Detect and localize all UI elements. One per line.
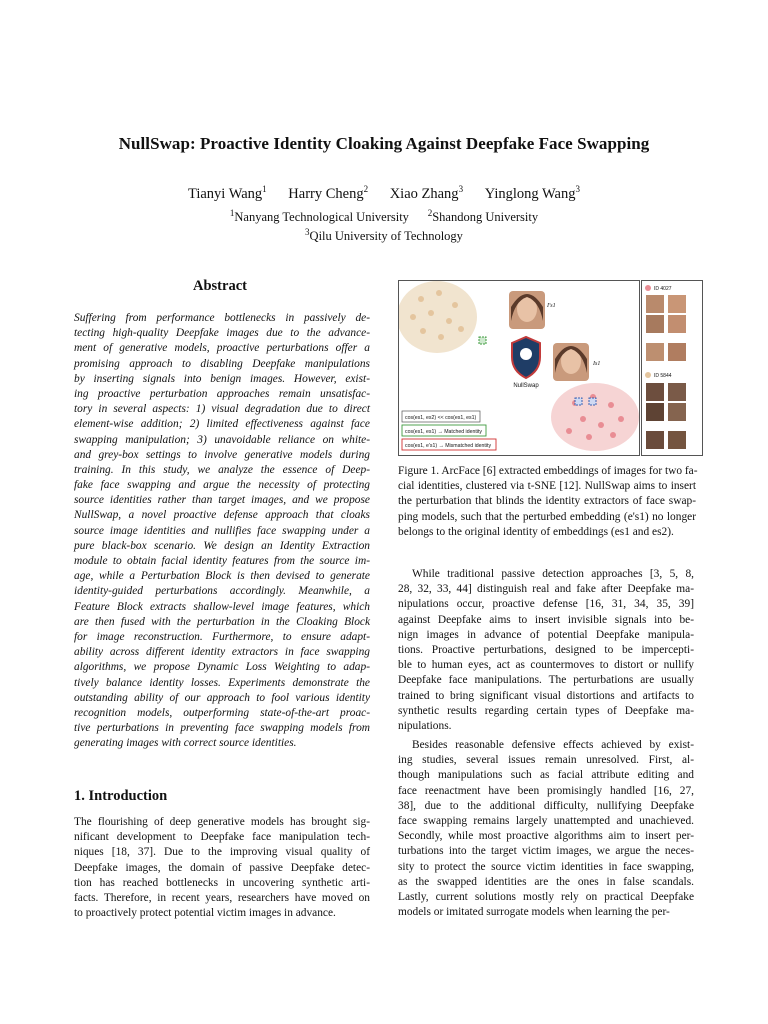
text-line: training. In this study, we analyze the essence of Deep- bbox=[74, 463, 370, 476]
author-name: Xiao Zhang bbox=[389, 185, 459, 202]
author-sup: 3 bbox=[458, 184, 464, 194]
right-column-paragraph-2 bbox=[398, 738, 694, 920]
nullswap-shield-icon bbox=[512, 337, 540, 378]
source-embedding-marker bbox=[575, 398, 582, 405]
pink-point bbox=[618, 416, 624, 422]
text-line: though manipulations such as facial attribute editing and bbox=[398, 769, 694, 782]
affil-name: Shandong University bbox=[432, 210, 539, 225]
text-line: The flourishing of deep generative models has brought sig- bbox=[74, 816, 370, 828]
introduction-heading: 1. Introduction bbox=[74, 788, 168, 804]
text-line: Figure 1. ArcFace [6] extracted embeddings of images for two fa- bbox=[398, 465, 698, 477]
id-label-2: ID 5844 bbox=[654, 373, 672, 379]
legend-text-3: cos(es1, e's1) → Mismatched identity bbox=[405, 443, 492, 449]
protected-face-image bbox=[509, 291, 545, 329]
text-line: Suffering from performance bottlenecks in passively de- bbox=[74, 312, 370, 324]
face-thumb bbox=[646, 403, 664, 421]
text-line: tecting high-quality Deepfake images due to the advance- bbox=[74, 327, 370, 340]
text-line: pure black-box scenario. We design an Identity Extraction bbox=[74, 539, 370, 552]
text-line: facts. Therefore, in recent years, researchers have moved on bbox=[74, 891, 370, 904]
text-line: ability across different identity extractors in face swapping bbox=[74, 646, 370, 659]
affil-name: Qilu University of Technology bbox=[309, 229, 463, 244]
text-line: nipulations. bbox=[398, 719, 452, 732]
nullswap-label: NullSwap bbox=[513, 383, 539, 389]
text-line: Secondly, while most proactive algorithms aim to insert per- bbox=[398, 830, 694, 843]
face-thumb bbox=[646, 315, 664, 333]
beige-point bbox=[420, 328, 426, 334]
pink-point bbox=[610, 432, 616, 438]
affil-sup: 3 bbox=[305, 227, 310, 237]
author bbox=[485, 186, 580, 202]
face-thumb bbox=[668, 383, 686, 401]
face-thumb bbox=[668, 343, 686, 361]
affil-name: Nanyang Technological University bbox=[234, 210, 409, 225]
text-line: Besides reasonable defensive effects achieved by exist- bbox=[412, 739, 694, 751]
figure-identity-gallery bbox=[641, 280, 703, 456]
text-line: tory in several aspects: 1) visual degradation due to direct bbox=[74, 403, 370, 416]
author-name: Tianyi Wang bbox=[187, 185, 263, 202]
figure-1 bbox=[398, 280, 768, 456]
text-line: models or imitated surrogate models when learning the per- bbox=[398, 906, 670, 919]
face-thumb bbox=[646, 431, 664, 449]
text-line: identity-guided perturbations accordingly. Meanwhile, a bbox=[74, 585, 370, 598]
beige-point bbox=[446, 318, 452, 324]
author-sup: 1 bbox=[262, 184, 267, 194]
text-line: algorithms, we propose Dynamic Loss Weighting to adap- bbox=[74, 661, 370, 674]
text-line: to proactively protect potential victim images in advance. bbox=[74, 907, 336, 920]
pink-point bbox=[580, 416, 586, 422]
affil-sup: 2 bbox=[427, 208, 433, 218]
text-line: tions. Proactive perturbations, designed to be impercepti- bbox=[398, 643, 694, 656]
text-line: Deepfake images, the domain of passive Deepfake detec- bbox=[74, 861, 370, 874]
text-line: are then fused with the perturbation in the Cloaking Block bbox=[74, 615, 370, 628]
text-line: 28, 32, 33, 44] distinguish real and fake after Deepfake ma- bbox=[398, 583, 694, 596]
id-4027-face-grid bbox=[646, 295, 686, 361]
text-line: ble to human eyes, act as countermoves to distort or nullify bbox=[398, 659, 694, 672]
source-embedding-marker-2 bbox=[589, 398, 596, 405]
text-line: ment of generative models, proactive perturbations offer a bbox=[74, 342, 370, 355]
author-name: Harry Cheng bbox=[288, 185, 364, 202]
embedding-plot-svg bbox=[399, 281, 639, 455]
text-line: ing studies, several issues remain unresolved. First, al- bbox=[398, 754, 694, 767]
author bbox=[288, 186, 368, 202]
legend-text-1: cos(es1, es2) << cos(es1, es1) bbox=[405, 415, 477, 421]
text-line: the perturbation that blinds the identity extractors of face swap- bbox=[398, 495, 696, 508]
right-column-paragraph-1 bbox=[398, 567, 694, 734]
id-marker-pink bbox=[645, 285, 651, 291]
beige-point bbox=[410, 314, 416, 320]
pink-point bbox=[566, 428, 572, 434]
text-line: While traditional passive detection approaches [3, 5, 8, bbox=[412, 568, 694, 580]
text-line: tively balance identity losses. Experiments demonstrate the bbox=[74, 676, 370, 689]
author-sup: 3 bbox=[575, 184, 580, 194]
identity-gallery-svg bbox=[642, 281, 702, 455]
text-line: module to obtain facial identity features from the source im- bbox=[74, 555, 370, 567]
text-line: nipulations occur, proactive defense [16, 31, 34, 35, 39] bbox=[398, 598, 694, 611]
beige-point bbox=[436, 290, 442, 296]
abstract-body bbox=[74, 311, 370, 751]
face-thumb bbox=[668, 295, 686, 313]
protected-image-label: I's1 bbox=[547, 303, 556, 309]
text-line: ping models, such that the perturbed embedding (e's1) no longer bbox=[398, 510, 696, 523]
affiliation-line-2 bbox=[0, 227, 768, 244]
text-line: element-wise addition; 2) limited effectiveness against face bbox=[74, 418, 370, 431]
beige-point bbox=[458, 326, 464, 332]
text-line: fake face swapping and argue the necessity of protecting bbox=[74, 479, 370, 492]
introduction-body bbox=[74, 815, 370, 921]
text-line: outstanding ability of our approach to fool various identity bbox=[74, 691, 370, 704]
text-line: niques [18, 37]. Due to the improving visual quality of bbox=[74, 846, 370, 859]
perturbed-embedding-marker bbox=[479, 337, 486, 344]
figure-embedding-plot bbox=[398, 280, 640, 456]
id-5844-face-grid bbox=[646, 383, 686, 449]
text-line: and grey-box settings to involve generative models during bbox=[74, 448, 370, 461]
pink-point bbox=[586, 434, 592, 440]
beige-point bbox=[438, 334, 444, 340]
pink-point bbox=[608, 402, 614, 408]
text-line: tive perturbations in preventing face swapping models from bbox=[74, 722, 370, 735]
affil-sup: 1 bbox=[229, 208, 235, 218]
text-line: generating images with correct source identities. bbox=[74, 737, 297, 750]
figure-1-caption bbox=[398, 464, 696, 540]
author-list bbox=[0, 184, 768, 203]
face-thumb bbox=[646, 295, 664, 313]
affiliation-line-1 bbox=[0, 208, 768, 225]
author-name: Yinglong Wang bbox=[484, 185, 576, 202]
face-thumb bbox=[668, 315, 686, 333]
source-image-label: Is1 bbox=[593, 361, 601, 367]
text-line: as the swapped identities are the ones in false scandals. bbox=[398, 875, 694, 888]
face-thumb bbox=[646, 343, 664, 361]
id-marker-beige bbox=[645, 372, 651, 378]
author-sup: 2 bbox=[363, 184, 369, 194]
pink-point bbox=[598, 422, 604, 428]
beige-point bbox=[428, 310, 434, 316]
text-line: for image reconstruction. Furthermore, to ensure adapt- bbox=[74, 630, 370, 643]
text-line: sity to protect the source victim identities in face swapping, bbox=[398, 860, 694, 873]
face-thumb bbox=[646, 383, 664, 401]
text-line: ing proactive perturbation approaches remain unsatisfac- bbox=[74, 387, 370, 400]
text-line: trained to bring significant visual distortions and artifacts to bbox=[398, 689, 694, 702]
source-face-image bbox=[553, 343, 589, 381]
text-line: by inserting signals into benign images. However, exist- bbox=[74, 372, 370, 385]
text-line: Feature Block extracts shallow-level image features, which bbox=[74, 600, 370, 613]
text-line: source image identities and nullifies face swapping under a bbox=[74, 524, 370, 537]
text-line: swapping manipulation; 3) unavoidable reliance on white- bbox=[74, 433, 370, 446]
text-line: promising approach to disabling Deepfake manipulations bbox=[74, 357, 370, 370]
text-line: synthetic results regarding certain types of Deepfake ma- bbox=[398, 704, 694, 717]
text-line: NullSwap, a novel proactive defense approach that cloaks bbox=[74, 509, 370, 522]
author bbox=[390, 186, 463, 202]
legend-text-2: cos(es1, es1) → Matched identity bbox=[405, 429, 482, 435]
text-line: 38], due to the additional difficulty, nullifying Deepfake bbox=[398, 799, 694, 812]
text-line: nificant development to Deepfake face manipulation tech- bbox=[74, 831, 370, 844]
text-line: belongs to the original identity of embeddings (es1 and es2). bbox=[398, 525, 674, 538]
id-label-1: ID 4027 bbox=[654, 286, 672, 292]
face-thumb bbox=[668, 403, 686, 421]
text-line: face swapping remains largely unattempted and unachieved. bbox=[398, 814, 694, 827]
text-line: Lastly, current solutions mostly rely on practical Deepfake bbox=[398, 890, 694, 903]
beige-point bbox=[452, 302, 458, 308]
text-line: nign images in advance of potential Deepfake manipula- bbox=[398, 628, 694, 641]
text-line: Deepfake face manipulations. The perturbations are usually bbox=[398, 674, 694, 687]
abstract-heading: Abstract bbox=[193, 278, 247, 294]
paper-title: NullSwap: Proactive Identity Cloaking Against Deepfake Face Swapping bbox=[118, 134, 650, 153]
text-line: tion has reached bottlenecks in uncovering synthetic arti- bbox=[74, 876, 370, 889]
text-line: recognition models, outperforming state-of-the-art proac- bbox=[74, 706, 370, 719]
text-line: cial identities, clustered via t-SNE [12]. NullSwap aims to insert bbox=[398, 480, 696, 493]
identity-cluster-pink bbox=[551, 383, 639, 451]
text-line: face reenactment have been promisingly handled [16, 27, bbox=[398, 784, 694, 797]
text-line: age, while a Perturbation Block is then devised to generate bbox=[74, 570, 370, 583]
face-thumb bbox=[668, 431, 686, 449]
author bbox=[188, 186, 267, 202]
text-line: source identities rather than target images, and we propose bbox=[74, 494, 370, 507]
text-line: turbations into the target victim images, we argue the neces- bbox=[398, 845, 694, 858]
shield-emblem bbox=[520, 348, 532, 360]
beige-point bbox=[418, 296, 424, 302]
text-line: against Deepfake aims to insert invisible signals into be- bbox=[398, 613, 694, 626]
